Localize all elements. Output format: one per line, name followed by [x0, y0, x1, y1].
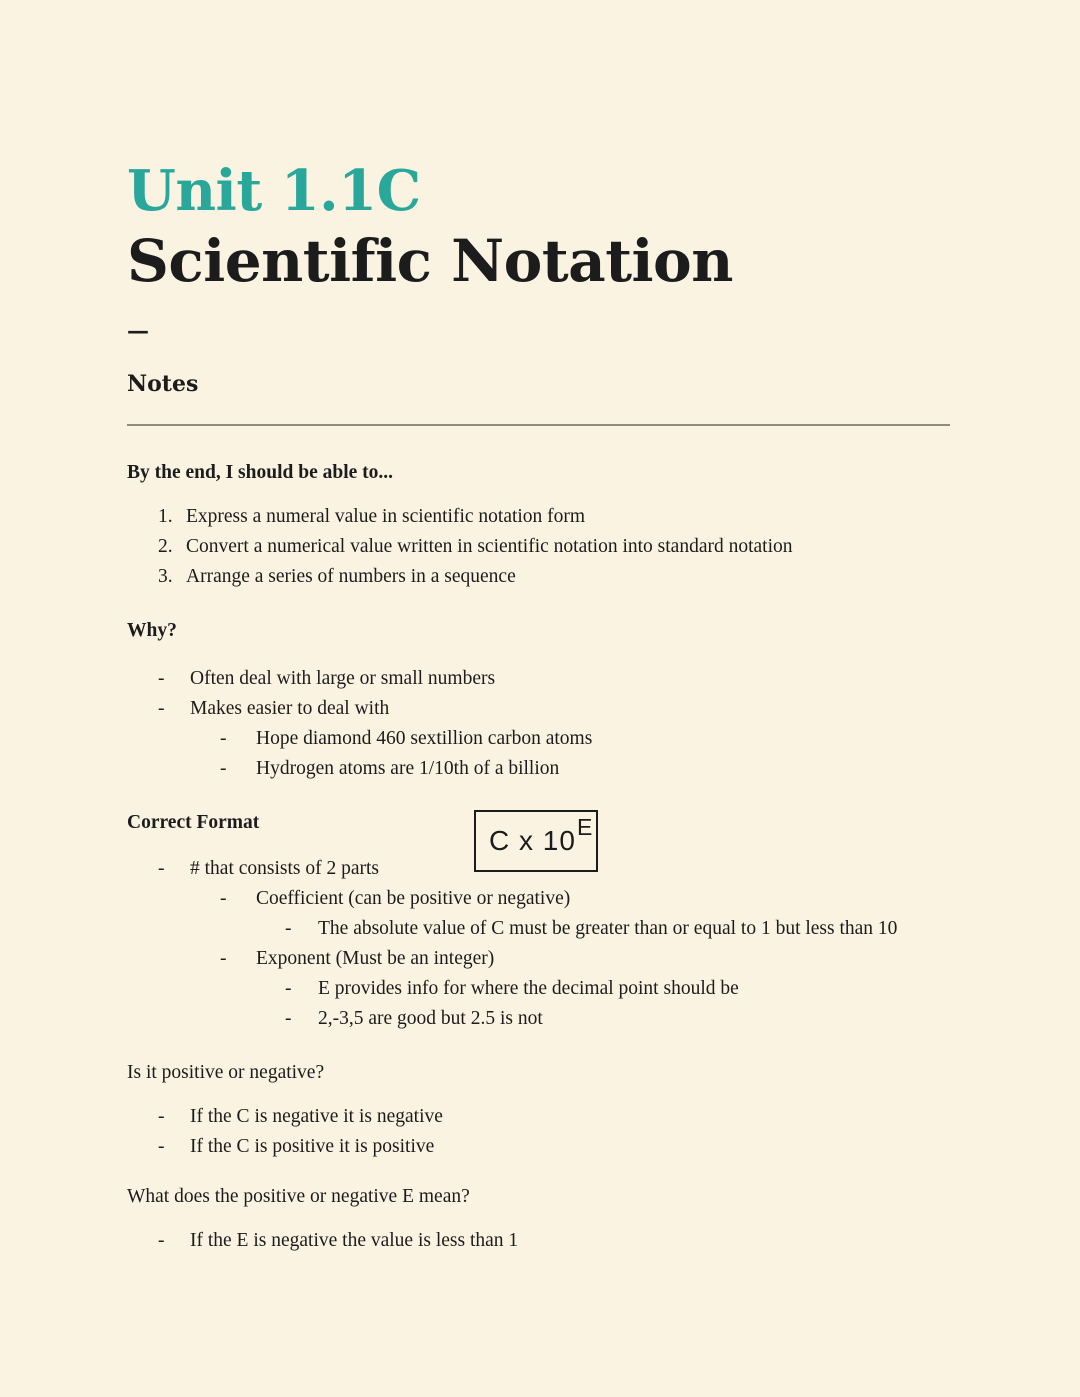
formula-base: C x 10	[489, 824, 576, 856]
list-item-text: 2,-3,5 are good but 2.5 is not	[318, 1007, 543, 1029]
correct-format-section	[127, 810, 950, 1034]
formula-box	[474, 810, 598, 872]
bullet-marker: -	[285, 977, 292, 999]
list-number: 2.	[158, 535, 173, 557]
list-item-text: Makes easier to deal with	[190, 697, 390, 719]
list-item-text: Coefficient (can be positive or negative)	[256, 887, 571, 909]
bullet-marker: -	[158, 1135, 165, 1157]
list-item-text: Convert a numerical value written in scientific notation into standard notation	[186, 535, 793, 557]
list-item-text: Hydrogen atoms are 1/10th of a billion	[256, 757, 560, 779]
list-item-text: Hope diamond 460 sextillion carbon atoms	[256, 727, 593, 749]
why-heading: Why?	[127, 619, 177, 641]
page-title-main: Scientific Notation	[127, 226, 733, 295]
bullet-marker: -	[285, 917, 292, 939]
list-item	[127, 1004, 950, 1034]
bullet-marker: -	[158, 857, 165, 879]
list-item-text: # that consists of 2 parts	[190, 857, 380, 879]
list-item	[127, 502, 950, 532]
correct-format-list	[127, 854, 950, 1034]
list-number: 1.	[158, 505, 173, 527]
bullet-marker: -	[285, 1007, 292, 1029]
bullet-marker: -	[158, 1105, 165, 1127]
list-item	[127, 754, 950, 784]
list-number: 3.	[158, 565, 173, 587]
bullet-marker: -	[158, 1229, 165, 1251]
sign-list	[127, 1102, 950, 1162]
page-title-unit: Unit 1.1C	[127, 158, 421, 224]
list-item-text: Express a numeral value in scientific notation form	[186, 505, 586, 527]
list-item	[127, 724, 950, 754]
correct-format-heading: Correct Format	[127, 811, 260, 833]
subtitle-notes: Notes	[127, 370, 199, 397]
list-item	[127, 914, 950, 944]
list-item-text: The absolute value of C must be greater than or equal to 1 but less than 10	[318, 917, 898, 939]
sign-heading: Is it positive or negative?	[127, 1061, 325, 1083]
bullet-marker: -	[158, 697, 165, 719]
list-item	[127, 694, 950, 724]
list-item-text: If the C is positive it is positive	[190, 1135, 435, 1157]
list-item	[127, 974, 950, 1004]
list-item	[127, 1102, 950, 1132]
list-item	[127, 1132, 950, 1162]
list-item-text: Exponent (Must be an integer)	[256, 947, 495, 969]
bullet-marker: -	[220, 757, 227, 779]
why-list	[127, 664, 950, 784]
list-item-text: If the C is negative it is negative	[190, 1105, 443, 1127]
e-meaning-heading: What does the positive or negative E mean?	[127, 1185, 470, 1207]
list-item	[127, 884, 950, 914]
list-item-text: E provides info for where the decimal point should be	[318, 977, 739, 999]
objectives-heading: By the end, I should be able to...	[127, 461, 394, 483]
list-item-text: If the E is negative the value is less than 1	[190, 1229, 519, 1251]
list-item	[127, 562, 950, 592]
bullet-marker: -	[220, 727, 227, 749]
bullet-marker: -	[220, 947, 227, 969]
list-item-text: Arrange a series of numbers in a sequence	[186, 565, 516, 587]
list-item	[127, 532, 950, 562]
list-item	[127, 1226, 950, 1256]
formula-exponent: E	[576, 814, 593, 841]
objectives-list	[127, 502, 950, 592]
list-item-text: Often deal with large or small numbers	[190, 667, 496, 689]
list-item	[127, 944, 950, 974]
bullet-marker: -	[158, 667, 165, 689]
e-meaning-list	[127, 1226, 950, 1256]
title-dash: —	[127, 317, 149, 344]
section-divider	[127, 424, 950, 426]
bullet-marker: -	[220, 887, 227, 909]
list-item	[127, 664, 950, 694]
